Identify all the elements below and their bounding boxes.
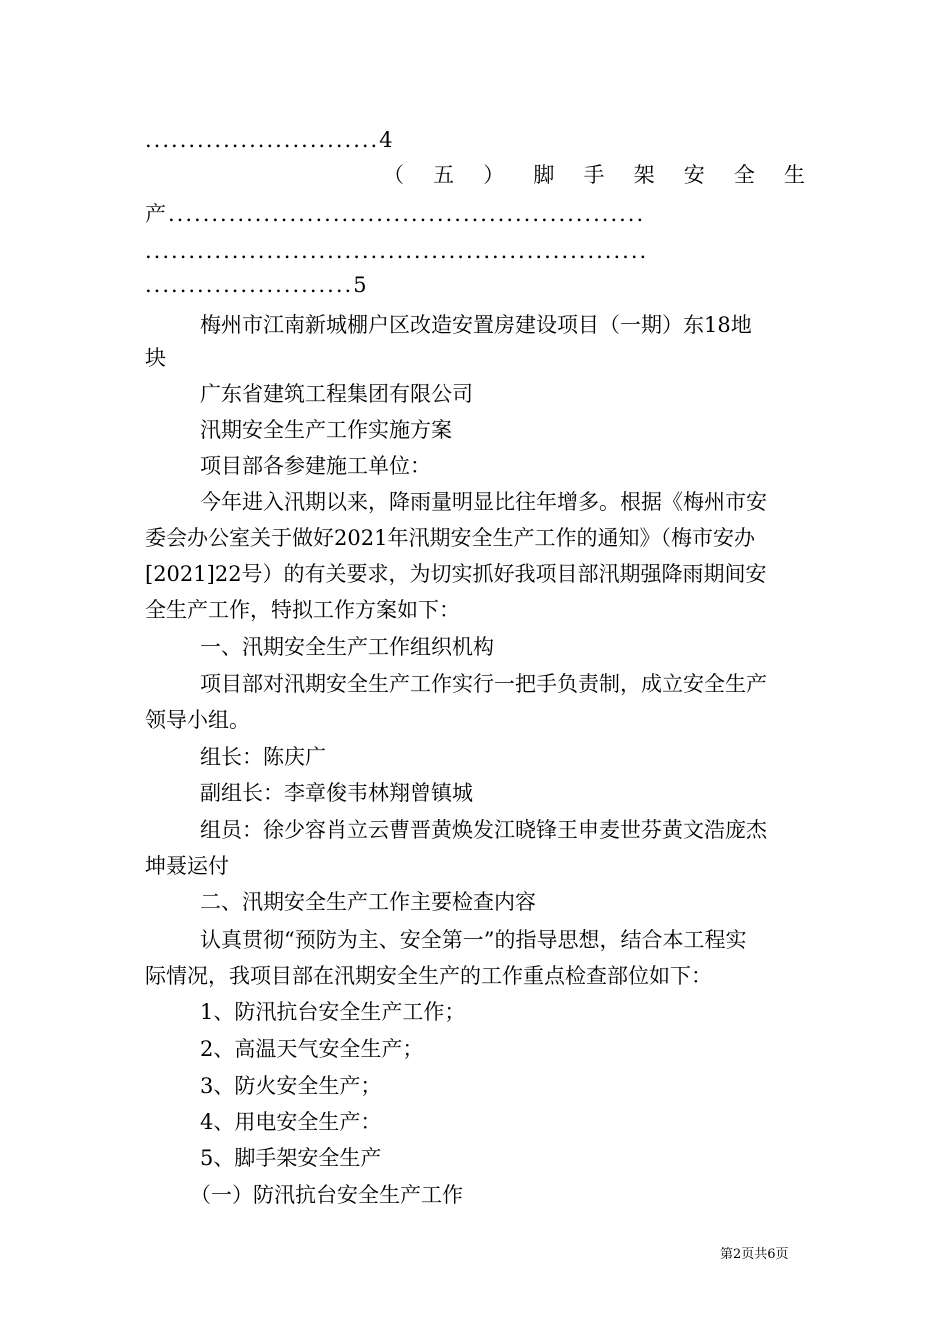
toc-dotted-line: ........................5 — [145, 273, 369, 297]
team-leader: 组长：陈庆广 — [200, 745, 326, 769]
check-item: 2、高温天气安全生产； — [200, 1037, 424, 1061]
check-item: 1、防汛抗台安全生产工作； — [200, 1000, 466, 1024]
team-members-cont: 坤聂运付 — [145, 854, 229, 878]
toc-char: 全 — [733, 163, 755, 187]
toc-dotted-line: .......................................................... — [145, 239, 649, 263]
document-title: 汛期安全生产工作实施方案 — [200, 418, 452, 442]
company-name: 广东省建筑工程集团有限公司 — [200, 382, 473, 406]
page-number: 第2页共6页 — [720, 1247, 789, 1262]
addressee: 项目部各参建施工单位： — [200, 454, 431, 478]
toc-char: （ — [383, 163, 404, 187]
toc-char: 架 — [633, 163, 655, 187]
intro-paragraph-line: 委会办公室关于做好2021年汛期安全生产工作的通知》（梅市安办 — [145, 526, 755, 550]
section2-body-line: 际情况，我项目部在汛期安全生产的工作重点检查部位如下： — [145, 964, 712, 988]
toc-char: 生 — [784, 163, 805, 187]
intro-paragraph-line: 全生产工作，特拟工作方案如下： — [145, 598, 460, 622]
toc-item-heading — [383, 160, 805, 190]
toc-dotted-line: ...........................4 — [145, 128, 395, 152]
section2-body-line: 认真贯彻“预防为主、安全第一”的指导思想，结合本工程实 — [200, 928, 747, 952]
team-deputy: 副组长：李章俊韦林翔曾镇城 — [200, 781, 473, 805]
toc-char: 五 — [433, 163, 455, 187]
project-name-cont: 块 — [145, 346, 166, 370]
check-item: 4、用电安全生产： — [200, 1110, 382, 1134]
intro-paragraph-line: 今年进入汛期以来，降雨量明显比往年增多。根据《梅州市安 — [200, 490, 767, 514]
toc-char: 脚 — [533, 163, 555, 187]
section1-body-line: 项目部对汛期安全生产工作实行一把手负责制，成立安全生产 — [200, 672, 767, 696]
subsection-heading: （一）防汛抗台安全生产工作 — [190, 1183, 463, 1207]
toc-char: 手 — [583, 163, 605, 187]
toc-dotted-line: 产....................................................... — [145, 202, 646, 226]
check-item: 5、脚手架安全生产 — [200, 1146, 382, 1170]
toc-char: ） — [483, 163, 505, 187]
intro-paragraph-line: [2021]22号）的有关要求，为切实抓好我项目部汛期强降雨期间安 — [145, 562, 767, 586]
section1-heading: 一、汛期安全生产工作组织机构 — [200, 635, 494, 659]
section2-heading: 二、汛期安全生产工作主要检查内容 — [200, 890, 536, 914]
project-name: 梅州市江南新城棚户区改造安置房建设项目（一期）东18地 — [200, 313, 752, 337]
section1-body-line: 领导小组。 — [145, 708, 250, 732]
team-members: 组员：徐少容肖立云曹晋黄焕发江晓锋王申麦世芬黄文浩庞杰 — [200, 818, 767, 842]
toc-char: 安 — [683, 163, 705, 187]
check-item: 3、防火安全生产； — [200, 1074, 382, 1098]
